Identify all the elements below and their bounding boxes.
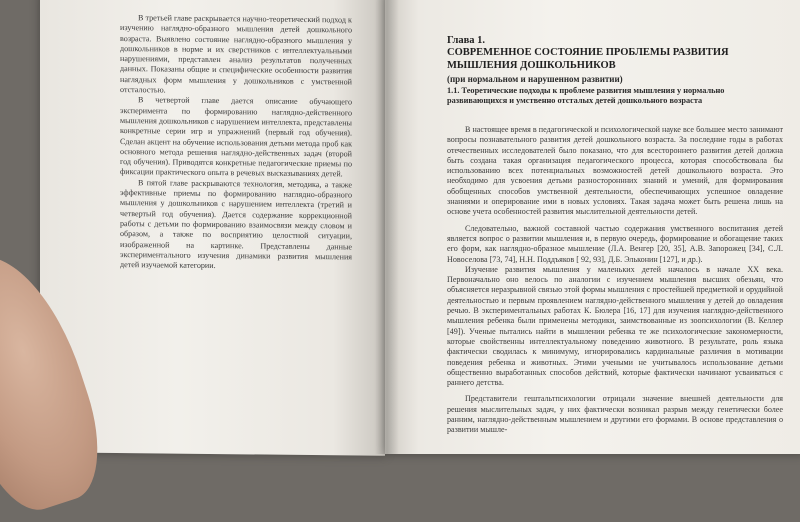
left-page-text bbox=[120, 13, 352, 273]
right-page bbox=[385, 0, 800, 454]
right-page-text bbox=[447, 125, 783, 436]
left-paragraph-2: В четвертой главе дается описание обучающего эксперимента по формированию наглядно-действенного мышления дошкольников с нарушением интеллекта, представлены конкретные серии игр и упражнений (первый год обучения). Сделан акцент на обучение использования детьми метода проб как основного метода решения наглядно-действенных задач (второй год обучения). Приводятся конкретные педагогические приемы по фиксации практического опыта в речевых высказываниях детей. bbox=[120, 95, 352, 179]
right-paragraph-3: Изучение развития мышления у маленьких детей началось в начале XX века. Первоначально оно велось по аналогии с изучением мышления высших обезьян, что объясняется неразрывной связью этой формы мышления с простейшей предметной и орудийной деятельностью и первым проявлением наглядно-действенного мышления у детей до овладения речью. В экспериментальных работах К. Бюлера [16, 17] для изучения наглядно-действенного мышления ребенка были применены методики, заимствованные из зоопсихологии (В. Келлер [49]). Ученые пытались найти в мышлении ребенка те же психологические закономерности, которые свойственны интеллектуальному поведению животного. В результате, роль языка фактически сводилась к минимуму, игнорировались кардинальные различия в мотивации поведения ребенка и животных. Этими учеными не учитывалось использование детьми общественно выработанных способов действий, которые фактически начинают усваиваться с раннего детства. bbox=[447, 264, 783, 388]
left-paragraph-1: В третьей главе раскрывается научно-теоретический подход к изучению наглядно-образного мышления детей дошкольного возраста. Выявлено состояние наглядно-образного мышления у дошкольников в норме и их сверстников с интеллектуальными нарушениями, представлен анализ результатов полученных данных. Показаны общие и специфические особенности развития наглядных форм мышления у дошкольников с умственной отсталостью. bbox=[120, 13, 352, 95]
right-paragraph-4: Представители гештальтпсихологии отрицали значение внешней деятельности для решения мыслительных задач, у них фактически возникал разрыв между генетически более ранним, наглядно-действенным мышлением и другими его формами. В основе представления о развитии мышле- bbox=[447, 394, 783, 435]
chapter-title: СОВРЕМЕННОЕ СОСТОЯНИЕ ПРОБЛЕМЫ РАЗВИТИЯ МЫШЛЕНИЯ ДОШКОЛЬНИКОВ bbox=[447, 47, 729, 71]
chapter-label: Глава 1. bbox=[447, 35, 486, 46]
right-paragraph-1: В настоящее время в педагогической и психологической науке все большее место занимают вопросы познавательного развития детей дошкольного возраста. За последние годы в работах отечественных исследователей было показано, что для всестороннего развития детей должна быть создана такая организация педагогического процесса, которая способствовала бы использованию всех потенциальных возможностей детей дошкольного возраста. Это необходимо для усвоения детьми разностороннних знаний и умений, для формирования обобщенных способов умственной деятельности, обеспечивающих успешное овладение знаниями и оперирование ими в новых условиях. Такая задача может быть решена лишь на основе учета особенностей развития мыслительной деятельности детей. bbox=[447, 125, 783, 217]
section-title: 1.1. Теоретические подходы к проблеме развития мышления у нормально развивающихся и умственно отсталых детей дошкольного возраста bbox=[447, 86, 725, 106]
left-paragraph-3: В пятой главе раскрываются технология, методика, а также эффективные приемы по формированию наглядно-образного мышления у дошкольников с нарушением интеллекта (третий и четвертый год обучения). Дается содержание коррекционной работы с детьми по формированию взаимосвязи между словом и образом, а также по восприятию целостной ситуации, изображенной на картинке. Представлены данные экспериментального изучения динамики развития мышления детей изучаемой категории. bbox=[120, 177, 352, 271]
book-gutter bbox=[375, 0, 399, 454]
right-paragraph-2: Следовательно, важной составной частью содержания умственного воспитания детей является вопрос о развитии мышления и, в первую очередь, формирование и обогащение таких его форм, как наглядно-образное мышление (Л.А. Венгер [20, 35], А.В. Запорожец [34], С.Л. Новоселова [73, 74], Н.Н. Поддъяков [ 92, 93], Д.Б. Эльконин [127], и др.). bbox=[447, 223, 783, 264]
left-page bbox=[40, 0, 385, 456]
open-book bbox=[40, 0, 800, 454]
chapter-subtitle: (при нормальном и нарушенном развитии) bbox=[447, 74, 623, 84]
